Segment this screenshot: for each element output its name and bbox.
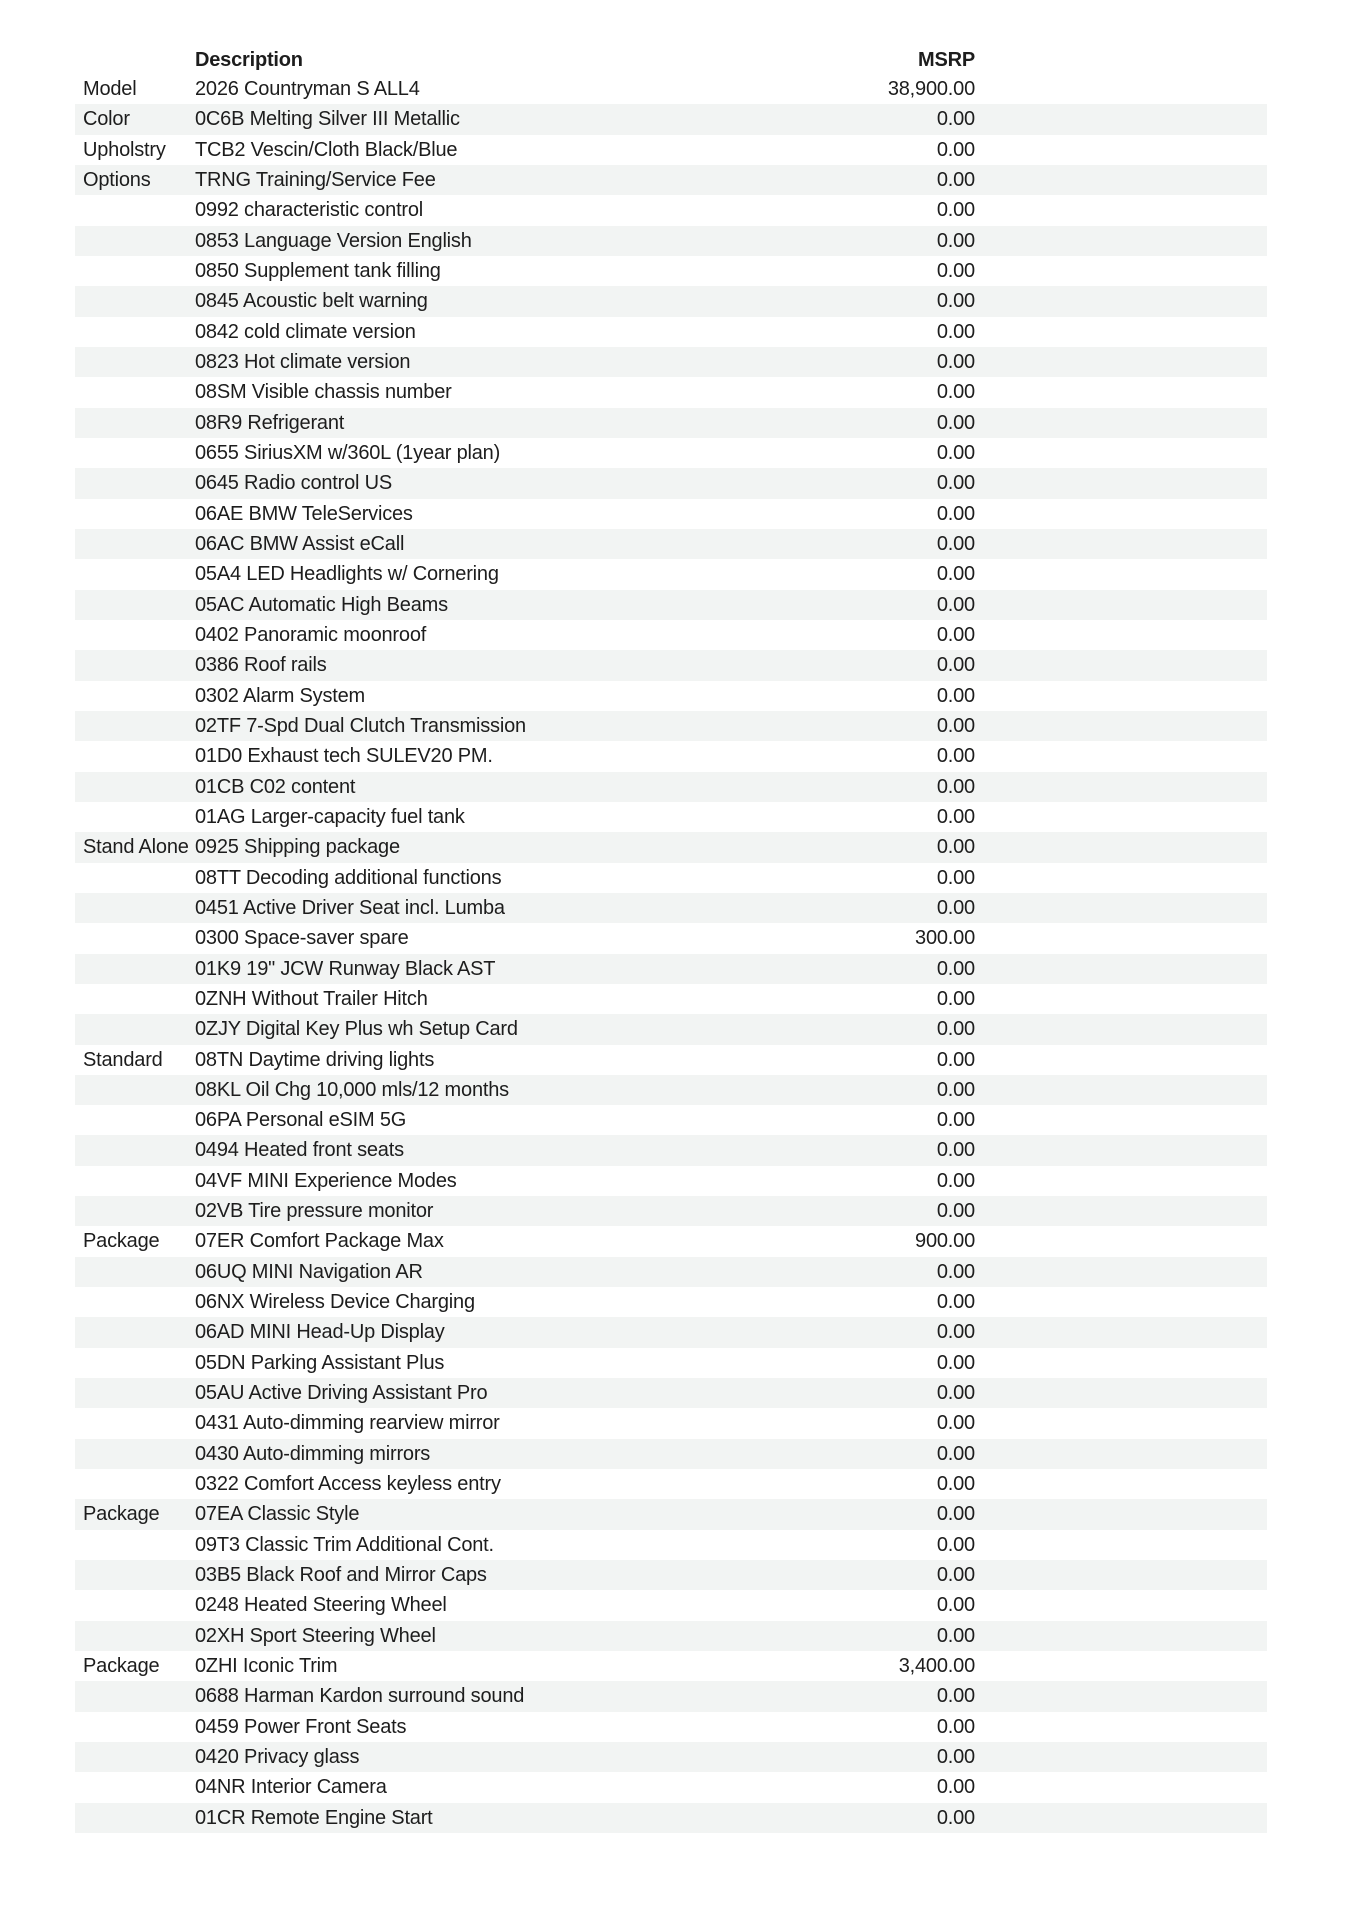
row-category-label <box>75 1742 195 1772</box>
table-row <box>75 1772 1267 1802</box>
row-tail-spacer <box>975 104 1267 134</box>
row-category-label <box>75 1135 195 1165</box>
table-row <box>75 74 1267 104</box>
table-row <box>75 1469 1267 1499</box>
row-msrp-value: 0.00 <box>936 714 975 737</box>
row-tail-spacer <box>975 317 1267 347</box>
table-row <box>75 195 1267 225</box>
row-tail-spacer <box>975 1226 1267 1256</box>
table-row <box>75 832 1267 862</box>
header-description-label: Description <box>195 49 303 71</box>
row-msrp-value: 0.00 <box>936 775 975 798</box>
row-tail-spacer <box>975 499 1267 529</box>
table-row <box>75 1530 1267 1560</box>
row-description: 02TF 7-Spd Dual Clutch Transmission <box>195 714 526 737</box>
row-description: 06NX Wireless Device Charging <box>195 1291 475 1314</box>
row-category-label <box>75 863 195 893</box>
table-row <box>75 1560 1267 1590</box>
row-description: 01AG Larger-capacity fuel tank <box>195 805 465 828</box>
row-tail-spacer <box>975 984 1267 1014</box>
row-category-label <box>75 772 195 802</box>
row-category-label <box>75 711 195 741</box>
row-category-label <box>75 286 195 316</box>
table-row <box>75 1257 1267 1287</box>
table-row <box>75 347 1267 377</box>
row-tail-spacer <box>975 620 1267 650</box>
row-category-label <box>75 195 195 225</box>
table-body <box>75 74 1267 1833</box>
row-msrp-value: 0.00 <box>936 745 975 768</box>
row-category-label <box>75 1590 195 1620</box>
row-description: 01CB C02 content <box>195 775 356 798</box>
row-tail-spacer <box>975 1560 1267 1590</box>
row-category-label: Color <box>83 108 130 131</box>
row-tail-spacer <box>975 1045 1267 1075</box>
row-tail-spacer <box>975 408 1267 438</box>
row-description: 08R9 Refrigerant <box>195 411 345 434</box>
table-row <box>75 863 1267 893</box>
row-description: 09T3 Classic Trim Additional Cont. <box>195 1533 494 1556</box>
row-description: 0842 cold climate version <box>195 320 416 343</box>
row-category-label <box>75 559 195 589</box>
row-category-label: Stand Alone <box>83 836 189 859</box>
row-msrp-value: 0.00 <box>936 441 975 464</box>
row-description: 05AC Automatic High Beams <box>195 593 448 616</box>
row-tail-spacer <box>975 802 1267 832</box>
row-category-label <box>75 1287 195 1317</box>
row-description: 0853 Language Version English <box>195 229 472 252</box>
row-msrp-value: 0.00 <box>936 805 975 828</box>
row-category-label <box>75 620 195 650</box>
row-tail-spacer <box>975 772 1267 802</box>
row-category-label: Options <box>83 168 151 191</box>
row-category-label <box>75 893 195 923</box>
row-msrp-value: 0.00 <box>936 1048 975 1071</box>
row-description: 0655 SiriusXM w/360L (1year plan) <box>195 441 501 464</box>
table-row <box>75 165 1267 195</box>
row-msrp-value: 0.00 <box>936 1351 975 1374</box>
row-category-label <box>75 1530 195 1560</box>
row-category-label <box>75 529 195 559</box>
row-msrp-value: 0.00 <box>936 987 975 1010</box>
table-row <box>75 438 1267 468</box>
row-msrp-value: 0.00 <box>936 381 975 404</box>
table-row <box>75 923 1267 953</box>
row-category-label <box>75 984 195 1014</box>
row-msrp-value: 0.00 <box>936 1715 975 1738</box>
table-row <box>75 954 1267 984</box>
row-tail-spacer <box>975 1712 1267 1742</box>
row-category-label <box>75 1257 195 1287</box>
row-category-label <box>75 1469 195 1499</box>
table-row <box>75 317 1267 347</box>
row-msrp-value: 0.00 <box>936 1139 975 1162</box>
table-row <box>75 256 1267 286</box>
row-msrp-value: 300.00 <box>915 927 975 950</box>
row-description: 0248 Heated Steering Wheel <box>195 1594 447 1617</box>
row-tail-spacer <box>975 377 1267 407</box>
row-category-label <box>75 650 195 680</box>
row-description: 0494 Heated front seats <box>195 1139 404 1162</box>
row-msrp-value: 0.00 <box>936 259 975 282</box>
row-description: 0688 Harman Kardon surround sound <box>195 1685 525 1708</box>
table-row <box>75 1378 1267 1408</box>
row-tail-spacer <box>975 1105 1267 1135</box>
header-msrp-label: MSRP <box>918 49 975 71</box>
row-msrp-value: 0.00 <box>936 1169 975 1192</box>
vehicle-options-sheet <box>75 47 1267 1833</box>
row-description: 0300 Space-saver spare <box>195 927 409 950</box>
row-tail-spacer <box>975 135 1267 165</box>
row-category-label <box>75 681 195 711</box>
row-tail-spacer <box>975 1772 1267 1802</box>
table-row <box>75 286 1267 316</box>
row-msrp-value: 0.00 <box>936 502 975 525</box>
row-description: 01D0 Exhaust tech SULEV20 PM. <box>195 745 493 768</box>
row-category-label: Upholstry <box>83 138 166 161</box>
row-description: 06AC BMW Assist eCall <box>195 532 405 555</box>
row-msrp-value: 0.00 <box>936 1594 975 1617</box>
table-row <box>75 559 1267 589</box>
row-category-label <box>75 954 195 984</box>
table-row <box>75 1621 1267 1651</box>
row-tail-spacer <box>975 1378 1267 1408</box>
row-msrp-value: 0.00 <box>936 229 975 252</box>
row-msrp-value: 0.00 <box>936 1564 975 1587</box>
row-msrp-value: 0.00 <box>936 1291 975 1314</box>
row-msrp-value: 0.00 <box>936 472 975 495</box>
row-msrp-value: 0.00 <box>936 1746 975 1769</box>
row-description: 01CR Remote Engine Start <box>195 1806 433 1829</box>
row-tail-spacer <box>975 1742 1267 1772</box>
row-tail-spacer <box>975 1621 1267 1651</box>
row-msrp-value: 0.00 <box>936 290 975 313</box>
row-category-label <box>75 1408 195 1438</box>
row-category-label <box>75 1166 195 1196</box>
row-msrp-value: 0.00 <box>936 1018 975 1041</box>
row-msrp-value: 0.00 <box>936 866 975 889</box>
row-description: 04NR Interior Camera <box>195 1776 387 1799</box>
row-msrp-value: 3,400.00 <box>898 1655 975 1678</box>
row-description: 04VF MINI Experience Modes <box>195 1169 457 1192</box>
row-category-label <box>75 256 195 286</box>
row-description: 05AU Active Driving Assistant Pro <box>195 1382 488 1405</box>
row-category-label <box>75 1560 195 1590</box>
row-category-label: Package <box>83 1503 160 1526</box>
table-row <box>75 1135 1267 1165</box>
row-description: 0430 Auto-dimming mirrors <box>195 1442 431 1465</box>
table-row <box>75 1803 1267 1833</box>
row-msrp-value: 0.00 <box>936 896 975 919</box>
row-msrp-value: 0.00 <box>936 684 975 707</box>
row-description: 0C6B Melting Silver III Metallic <box>195 108 460 131</box>
row-description: 0459 Power Front Seats <box>195 1715 407 1738</box>
row-msrp-value: 0.00 <box>936 563 975 586</box>
row-description: 08SM Visible chassis number <box>195 381 452 404</box>
row-description: 0420 Privacy glass <box>195 1746 360 1769</box>
table-row <box>75 650 1267 680</box>
row-category-label <box>75 408 195 438</box>
row-tail-spacer <box>975 165 1267 195</box>
row-msrp-value: 0.00 <box>936 320 975 343</box>
row-msrp-value: 0.00 <box>936 1321 975 1344</box>
row-category-label <box>75 347 195 377</box>
table-row <box>75 1045 1267 1075</box>
table-row <box>75 1014 1267 1044</box>
row-msrp-value: 0.00 <box>936 836 975 859</box>
row-tail-spacer <box>975 863 1267 893</box>
row-category-label <box>75 1681 195 1711</box>
row-description: 0ZNH Without Trailer Hitch <box>195 987 428 1010</box>
row-msrp-value: 0.00 <box>936 532 975 555</box>
table-row <box>75 1166 1267 1196</box>
row-tail-spacer <box>975 923 1267 953</box>
row-tail-spacer <box>975 650 1267 680</box>
row-category-label <box>75 1196 195 1226</box>
row-description: 0925 Shipping package <box>195 836 400 859</box>
row-description: 05A4 LED Headlights w/ Cornering <box>195 563 499 586</box>
row-msrp-value: 0.00 <box>936 1382 975 1405</box>
row-description: 05DN Parking Assistant Plus <box>195 1351 445 1374</box>
row-category-label <box>75 499 195 529</box>
table-row <box>75 1348 1267 1378</box>
row-description: TRNG Training/Service Fee <box>195 168 436 191</box>
row-category-label <box>75 1803 195 1833</box>
table-row <box>75 590 1267 620</box>
row-msrp-value: 0.00 <box>936 138 975 161</box>
row-tail-spacer <box>975 1590 1267 1620</box>
row-description: 08KL Oil Chg 10,000 mls/12 months <box>195 1078 509 1101</box>
table-row <box>75 681 1267 711</box>
row-description: 0322 Comfort Access keyless entry <box>195 1473 501 1496</box>
row-tail-spacer <box>975 681 1267 711</box>
row-tail-spacer <box>975 438 1267 468</box>
row-tail-spacer <box>975 286 1267 316</box>
row-description: 0850 Supplement tank filling <box>195 259 441 282</box>
row-msrp-value: 0.00 <box>936 1806 975 1829</box>
row-description: 08TT Decoding additional functions <box>195 866 502 889</box>
row-tail-spacer <box>975 559 1267 589</box>
row-tail-spacer <box>975 741 1267 771</box>
row-category-label <box>75 1621 195 1651</box>
row-category-label <box>75 1317 195 1347</box>
row-description: 08TN Daytime driving lights <box>195 1048 435 1071</box>
row-category-label <box>75 1014 195 1044</box>
row-description: 0451 Active Driver Seat incl. Lumba <box>195 896 505 919</box>
row-description: 02XH Sport Steering Wheel <box>195 1624 436 1647</box>
row-tail-spacer <box>975 1651 1267 1681</box>
table-row <box>75 1105 1267 1135</box>
row-tail-spacer <box>975 529 1267 559</box>
table-row <box>75 893 1267 923</box>
row-description: 0ZHI Iconic Trim <box>195 1655 338 1678</box>
row-tail-spacer <box>975 1317 1267 1347</box>
table-row <box>75 1499 1267 1529</box>
row-description: 0845 Acoustic belt warning <box>195 290 428 313</box>
row-msrp-value: 0.00 <box>936 108 975 131</box>
row-msrp-value: 0.00 <box>936 1442 975 1465</box>
row-msrp-value: 0.00 <box>936 1412 975 1435</box>
row-category-label: Standard <box>83 1048 163 1071</box>
table-row <box>75 1226 1267 1256</box>
table-row <box>75 1439 1267 1469</box>
row-description: 0ZJY Digital Key Plus wh Setup Card <box>195 1018 518 1041</box>
row-category-label <box>75 1439 195 1469</box>
row-category-label <box>75 1712 195 1742</box>
row-category-label: Model <box>83 78 137 100</box>
row-tail-spacer <box>975 1439 1267 1469</box>
row-category-label: Package <box>83 1230 160 1253</box>
row-msrp-value: 0.00 <box>936 654 975 677</box>
table-row <box>75 1196 1267 1226</box>
row-msrp-value: 0.00 <box>936 623 975 646</box>
header-tail-spacer <box>975 47 1267 74</box>
row-category-label <box>75 741 195 771</box>
row-description: 0402 Panoramic moonroof <box>195 623 427 646</box>
row-tail-spacer <box>975 1530 1267 1560</box>
row-tail-spacer <box>975 1257 1267 1287</box>
row-tail-spacer <box>975 711 1267 741</box>
row-category-label <box>75 377 195 407</box>
row-tail-spacer <box>975 226 1267 256</box>
row-msrp-value: 0.00 <box>936 1109 975 1132</box>
row-msrp-value: 0.00 <box>936 199 975 222</box>
row-description: 06UQ MINI Navigation AR <box>195 1260 423 1283</box>
row-description: 0992 characteristic control <box>195 199 424 222</box>
row-description: 07EA Classic Style <box>195 1503 360 1526</box>
table-row <box>75 104 1267 134</box>
row-tail-spacer <box>975 1408 1267 1438</box>
table-row <box>75 1408 1267 1438</box>
row-tail-spacer <box>975 1348 1267 1378</box>
table-row <box>75 1075 1267 1105</box>
row-tail-spacer <box>975 1681 1267 1711</box>
row-msrp-value: 0.00 <box>936 1533 975 1556</box>
row-description: 02VB Tire pressure monitor <box>195 1200 434 1223</box>
row-tail-spacer <box>975 954 1267 984</box>
table-row <box>75 741 1267 771</box>
row-category-label <box>75 590 195 620</box>
row-msrp-value: 0.00 <box>936 1776 975 1799</box>
table-row <box>75 1742 1267 1772</box>
row-msrp-value: 0.00 <box>936 411 975 434</box>
row-tail-spacer <box>975 256 1267 286</box>
row-category-label: Package <box>83 1655 160 1678</box>
table-row <box>75 1712 1267 1742</box>
row-description: 06PA Personal eSIM 5G <box>195 1109 407 1132</box>
row-description: 0823 Hot climate version <box>195 350 411 373</box>
row-tail-spacer <box>975 1014 1267 1044</box>
row-msrp-value: 0.00 <box>936 168 975 191</box>
table-row <box>75 529 1267 559</box>
table-row <box>75 772 1267 802</box>
row-description: 06AE BMW TeleServices <box>195 502 413 525</box>
row-category-label <box>75 1348 195 1378</box>
row-category-label <box>75 226 195 256</box>
row-msrp-value: 0.00 <box>936 1200 975 1223</box>
row-description: 2026 Countryman S ALL4 <box>195 78 420 100</box>
row-description: 0302 Alarm System <box>195 684 366 707</box>
table-row <box>75 135 1267 165</box>
row-tail-spacer <box>975 74 1267 104</box>
row-category-label <box>75 317 195 347</box>
table-row <box>75 802 1267 832</box>
table-row <box>75 1590 1267 1620</box>
table-row <box>75 711 1267 741</box>
row-category-label <box>75 1772 195 1802</box>
row-category-label <box>75 1105 195 1135</box>
table-row <box>75 226 1267 256</box>
row-tail-spacer <box>975 1135 1267 1165</box>
table-header-row <box>75 47 1267 74</box>
table-row <box>75 1651 1267 1681</box>
row-tail-spacer <box>975 832 1267 862</box>
row-msrp-value: 38,900.00 <box>887 78 975 100</box>
row-category-label <box>75 802 195 832</box>
row-category-label <box>75 1075 195 1105</box>
row-category-label <box>75 468 195 498</box>
row-tail-spacer <box>975 1075 1267 1105</box>
row-tail-spacer <box>975 1196 1267 1226</box>
table-row <box>75 1287 1267 1317</box>
row-description: 0431 Auto-dimming rearview mirror <box>195 1412 500 1435</box>
table-row <box>75 620 1267 650</box>
row-description: 06AD MINI Head-Up Display <box>195 1321 445 1344</box>
row-tail-spacer <box>975 590 1267 620</box>
row-msrp-value: 0.00 <box>936 1473 975 1496</box>
header-category-spacer <box>75 47 195 74</box>
row-tail-spacer <box>975 347 1267 377</box>
table-row <box>75 1681 1267 1711</box>
row-msrp-value: 0.00 <box>936 957 975 980</box>
row-tail-spacer <box>975 1469 1267 1499</box>
row-tail-spacer <box>975 1499 1267 1529</box>
row-tail-spacer <box>975 195 1267 225</box>
row-tail-spacer <box>975 893 1267 923</box>
row-description: 03B5 Black Roof and Mirror Caps <box>195 1564 487 1587</box>
row-description: 0386 Roof rails <box>195 654 327 677</box>
row-msrp-value: 0.00 <box>936 350 975 373</box>
row-category-label <box>75 438 195 468</box>
row-msrp-value: 0.00 <box>936 593 975 616</box>
row-msrp-value: 0.00 <box>936 1078 975 1101</box>
row-tail-spacer <box>975 1287 1267 1317</box>
row-description: 01K9 19" JCW Runway Black AST <box>195 957 496 980</box>
row-category-label <box>75 1378 195 1408</box>
row-description: 07ER Comfort Package Max <box>195 1230 444 1253</box>
table-row <box>75 468 1267 498</box>
row-msrp-value: 0.00 <box>936 1624 975 1647</box>
row-msrp-value: 0.00 <box>936 1503 975 1526</box>
row-tail-spacer <box>975 468 1267 498</box>
table-row <box>75 408 1267 438</box>
row-category-label <box>75 923 195 953</box>
row-tail-spacer <box>975 1803 1267 1833</box>
table-row <box>75 377 1267 407</box>
row-description: TCB2 Vescin/Cloth Black/Blue <box>195 138 458 161</box>
row-description: 0645 Radio control US <box>195 472 393 495</box>
row-msrp-value: 900.00 <box>915 1230 975 1253</box>
table-row <box>75 1317 1267 1347</box>
row-tail-spacer <box>975 1166 1267 1196</box>
row-msrp-value: 0.00 <box>936 1260 975 1283</box>
table-row <box>75 984 1267 1014</box>
table-row <box>75 499 1267 529</box>
row-msrp-value: 0.00 <box>936 1685 975 1708</box>
